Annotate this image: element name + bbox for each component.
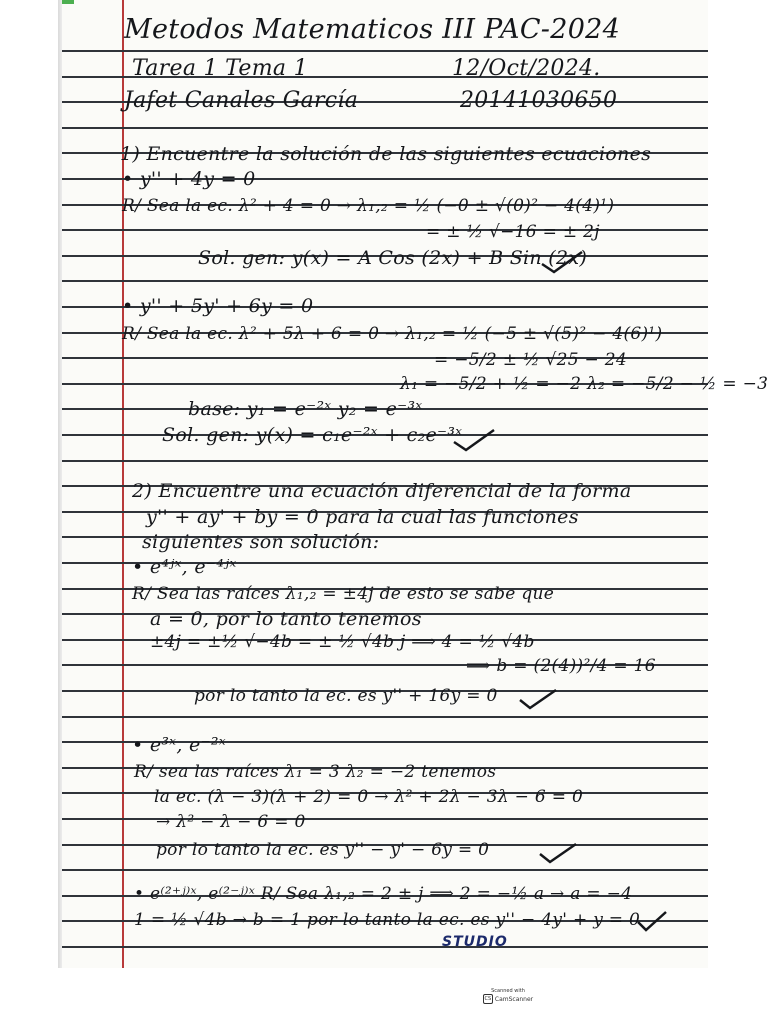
ruled-line	[62, 280, 708, 282]
notebook-page	[62, 0, 768, 968]
ruled-line	[62, 127, 708, 129]
q1b-base: base: y₁ = e⁻²ˣ y₂ = e⁻³ˣ	[188, 398, 423, 420]
notebook-brand-logo: STUDIO	[442, 934, 508, 950]
q1a-step2: = ± ½ √−16 = ± 2j	[426, 222, 600, 242]
q2-heading-line3: siguientes son solución:	[142, 531, 380, 553]
ruled-line	[62, 869, 708, 871]
q1b-step3: λ₁ = −5/2 + ½ = −2 λ₂ = −5/2 − ½ = −3	[400, 374, 768, 394]
header-date: 12/Oct/2024.	[452, 56, 601, 81]
ruled-line	[62, 460, 708, 462]
q2a-result: por lo tanto la ec. es y'' + 16y = 0	[194, 686, 498, 706]
checkmark-icon	[538, 842, 578, 864]
checkmark-icon	[540, 250, 584, 274]
q2a-step2: a = 0, por lo tanto tenemos	[150, 608, 422, 630]
q2b-step3: → λ² − λ − 6 = 0	[156, 812, 306, 832]
header-assignment: Tarea 1 Tema 1	[132, 56, 308, 81]
q2c-step1: • e⁽²⁺ʲ⁾ˣ, e⁽²⁻ʲ⁾ˣ R/ Sea λ₁,₂ = 2 ± j ⟹ 2 = −½ a → a = −4	[134, 884, 633, 904]
q2-heading-line2: y'' + ay' + by = 0 para la cual las funciones	[146, 506, 579, 528]
q2b-step1: R/ sea las raíces λ₁ = 3 λ₂ = −2 tenemos	[134, 762, 497, 782]
q2a-step4: ⟹ b = (2(4))²/4 = 16	[466, 656, 656, 676]
camscanner-label: CamScanner	[494, 995, 534, 1003]
q2-heading-line1: 2) Encuentre una ecuación diferencial de la forma	[132, 480, 632, 502]
green-corner-mark	[62, 0, 74, 4]
q1b-solution: Sol. gen: y(x) = c₁e⁻²ˣ + c₂e⁻³ˣ	[162, 424, 463, 446]
q2b-result: por lo tanto la ec. es y'' − y' − 6y = 0	[156, 840, 490, 860]
checkmark-icon	[518, 688, 558, 710]
ruled-line	[62, 716, 708, 718]
camscanner-icon: CS	[484, 996, 492, 1002]
ruled-line	[62, 946, 708, 948]
q2c-step2: 1 = ½ √4b → b = 1 por lo tanto la ec. es y'' − 4y' + y = 0	[134, 910, 641, 930]
scanned-with-label: Scanned with	[491, 988, 525, 994]
q1b-equation: • y'' + 5y' + 6y = 0	[122, 295, 314, 317]
camscanner-watermark	[484, 976, 534, 1016]
q1a-equation: • y'' + 4y = 0	[122, 168, 256, 190]
ruled-line	[62, 50, 708, 52]
checkmark-icon	[452, 428, 496, 452]
header-title: Metodos Matematicos III PAC-2024	[124, 14, 621, 45]
q2a-step1: R/ Sea las raíces λ₁,₂ = ±4j de esto se sabe que	[132, 584, 555, 604]
q2a-step3: ±4j = ±½ √−4b = ± ½ √4b j ⟹ 4 = ½ √4b	[150, 632, 535, 652]
q1a-solution: Sol. gen: y(x) = A Cos (2x) + B Sin (2x)	[198, 247, 588, 269]
q2b-functions: • e³ˣ, e⁻²ˣ	[132, 734, 226, 756]
checkmark-icon	[636, 910, 668, 932]
q2a-functions: • e⁴ʲˣ, e⁻⁴ʲˣ	[132, 556, 237, 578]
q1-heading: 1) Encuentre la solución de las siguientes ecuaciones	[120, 143, 652, 165]
q1b-step2: = −5/2 ± ½ √25 − 24	[434, 350, 628, 370]
q1a-step1: R/ Sea la ec. λ² + 4 = 0 → λ₁,₂ = ½ (−0 ± √(0)² − 4(4)¹)	[122, 196, 615, 216]
header-student-id: 20141030650	[460, 88, 618, 113]
header-student-name: Jafet Canales García	[124, 88, 359, 113]
ruled-line	[62, 229, 708, 231]
q2b-step2: la ec. (λ − 3)(λ + 2) = 0 → λ² + 2λ − 3λ − 6 = 0	[154, 787, 584, 807]
q1b-step1: R/ Sea la ec. λ² + 5λ + 6 = 0 → λ₁,₂ = ½ (−5 ± √(5)² − 4(6)¹)	[122, 324, 663, 344]
